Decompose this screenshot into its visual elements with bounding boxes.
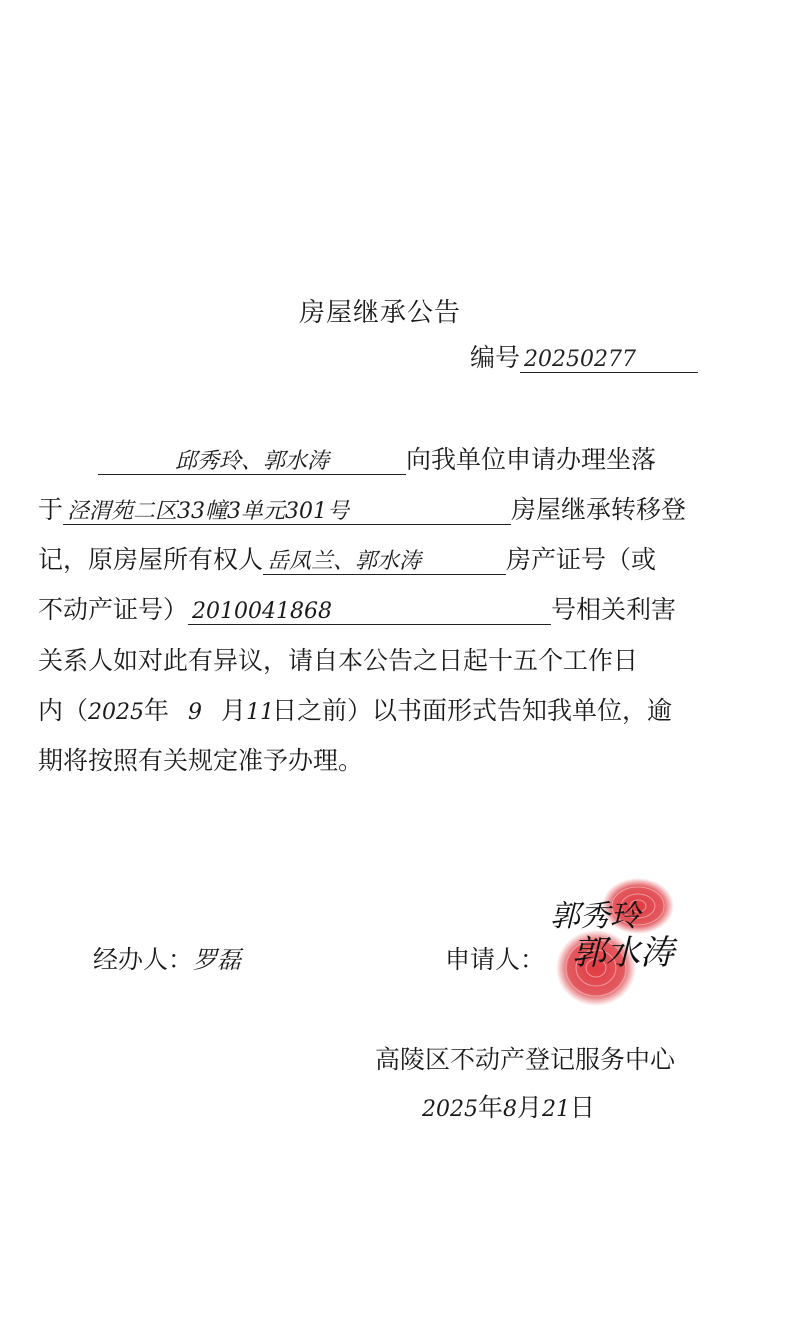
- body-line-2: [38, 490, 686, 526]
- body-line-4-suffix: 号相关利害: [551, 595, 677, 624]
- deadline-day: 11: [246, 700, 275, 725]
- body-line-2-prefix: 于: [38, 495, 64, 524]
- body-line-1: [98, 440, 656, 476]
- applicant-signature-2: 郭水涛: [572, 933, 674, 973]
- deadline-month-label: 月: [221, 696, 247, 725]
- registration-center-name: 高陵区不动产登记服务中心: [375, 1045, 676, 1074]
- body-line-4-prefix: 不动产证号）: [38, 595, 189, 624]
- body-line-5: 关系人如对此有异议，请自本公告之日起十五个工作日: [38, 646, 639, 675]
- handler-signature: 罗磊: [193, 946, 242, 974]
- document-number-row: [470, 338, 698, 374]
- date-year: 2025: [422, 1097, 478, 1122]
- fingerprint-signature: [548, 868, 728, 1008]
- handler-row: [93, 940, 241, 976]
- date-year-label: 年: [478, 1093, 504, 1122]
- body-line-2-suffix: 房屋继承转移登: [511, 495, 687, 524]
- document-title: 房屋继承公告: [298, 298, 461, 328]
- body-line-3: [38, 540, 656, 576]
- date-day: 21: [542, 1097, 571, 1122]
- deadline-year: 2025: [88, 700, 145, 725]
- body-line-6-suffix: 日之前）以书面形式告知我单位，逾: [272, 696, 673, 725]
- body-line-6-prefix: 内（: [38, 696, 89, 725]
- body-line-3-suffix: 房产证号（或: [506, 545, 657, 574]
- body-line-4: [38, 590, 676, 626]
- applicant-signature-1: 郭秀玲: [550, 899, 640, 934]
- body-line-3-prefix: 记，原房屋所有权人: [38, 545, 264, 574]
- body-line-7: 期将按照有关规定准予办理。: [38, 746, 364, 775]
- date-month-label: 月: [517, 1093, 543, 1122]
- original-owners-fill: 岳凤兰、郭水涛: [263, 550, 506, 575]
- applicant-label: 申请人：: [445, 945, 546, 974]
- handler-label: 经办人：: [93, 945, 194, 974]
- document-number-label: 编号: [470, 343, 521, 372]
- applicant-row: [445, 940, 545, 976]
- body-line-6: [38, 691, 672, 727]
- location-fill: 泾渭苑二区33幢3单元301号: [63, 500, 511, 525]
- applicants-fill: 邱秀玲、郭水涛: [98, 450, 406, 475]
- body-line-1-text: 向我单位申请办理坐落: [406, 445, 657, 474]
- date-day-label: 日: [570, 1093, 596, 1122]
- document-number-value: 20250277: [520, 348, 698, 373]
- date-month: 8: [503, 1097, 518, 1122]
- notice-date: [422, 1088, 595, 1124]
- certificate-number-fill: 2010041868: [188, 600, 551, 625]
- deadline-year-label: 年: [144, 696, 170, 725]
- deadline-month: 9: [188, 700, 203, 725]
